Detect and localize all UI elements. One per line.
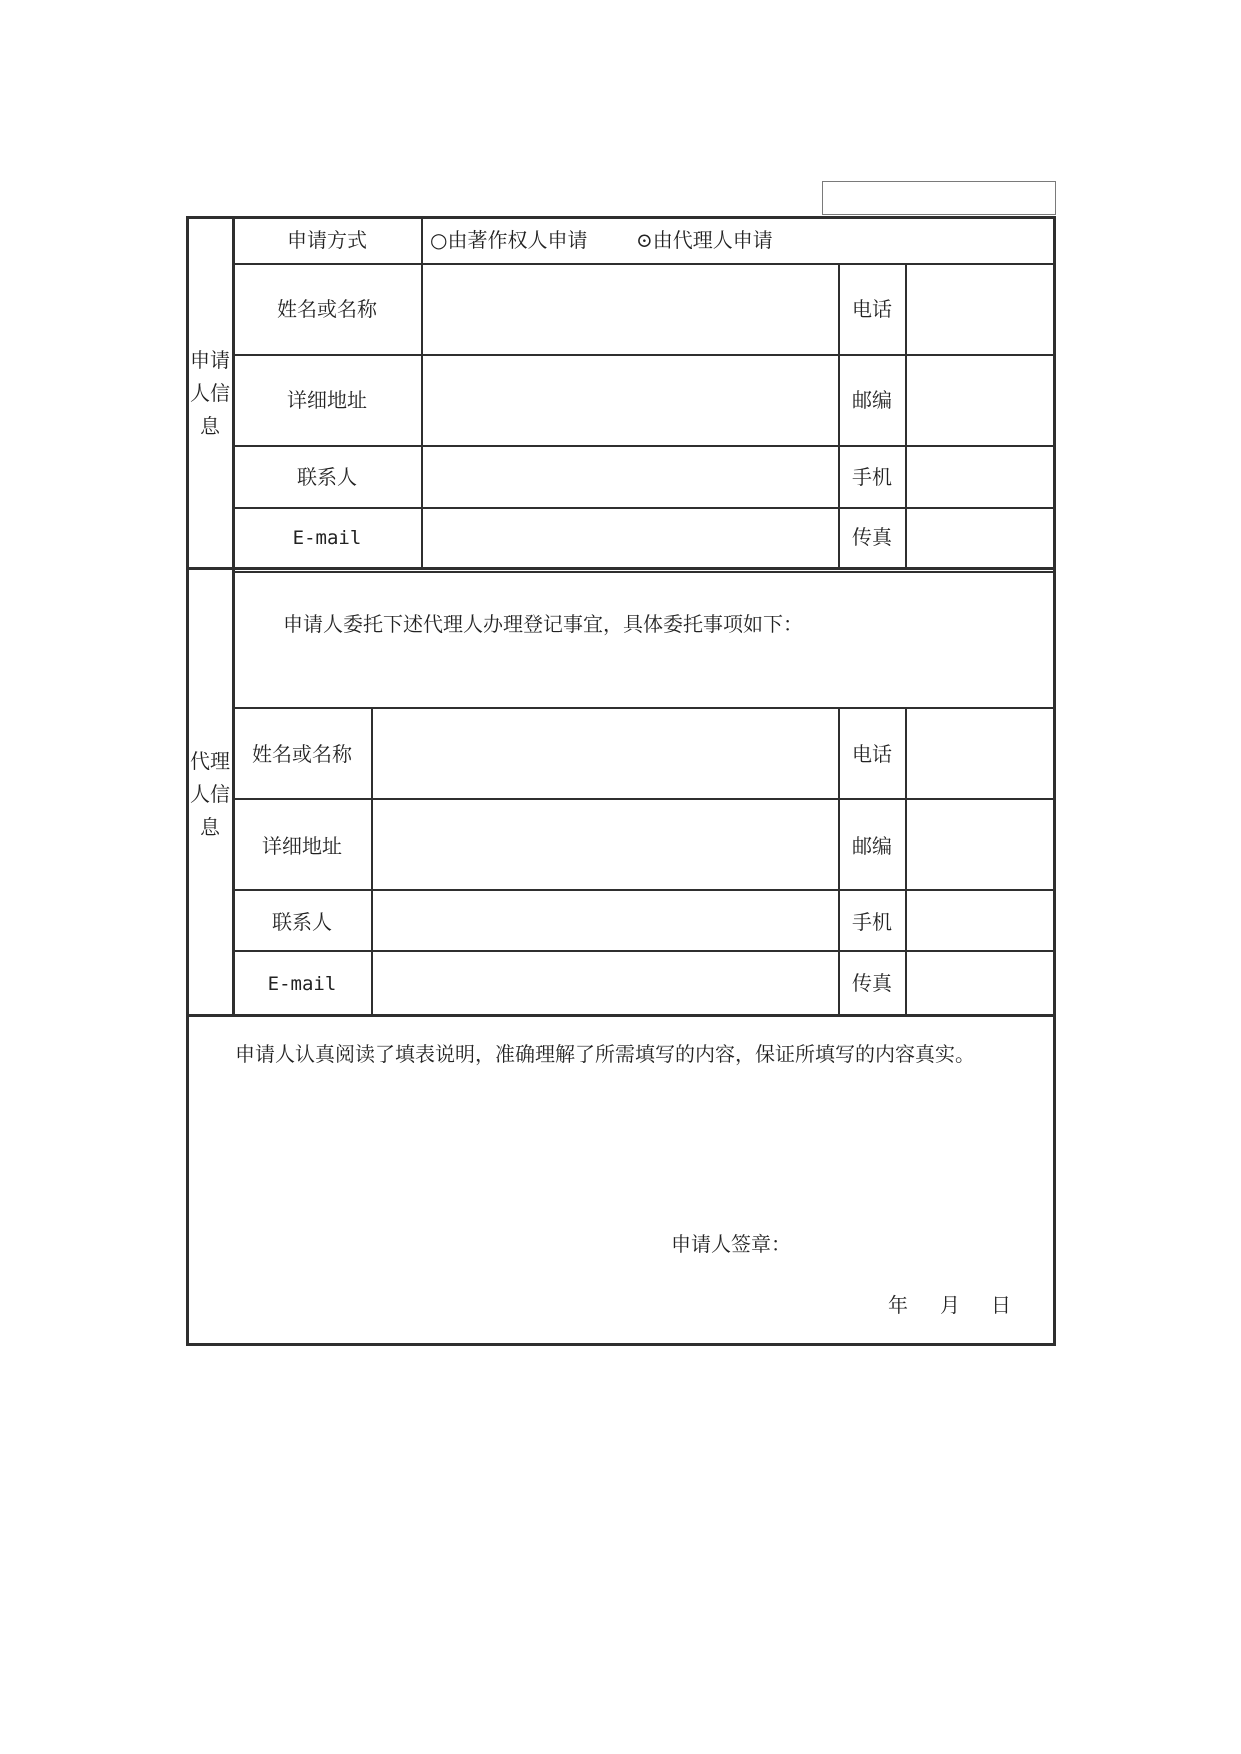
applicant-fax-label: 传真 [852,525,892,549]
section-divider-1 [186,567,1056,570]
frame-right [1053,216,1056,1346]
agent-fax-field[interactable] [908,953,1052,1013]
group-col-divider [232,216,235,1016]
applicant-postcode-field[interactable] [908,357,1052,444]
entrust-text: 申请人委托下述代理人办理登记事宜，具体委托事项如下： [283,612,803,636]
option-agent[interactable] [636,230,773,250]
agent-col-line-1 [371,707,373,1016]
option-owner-label: 由著作权人申请 [447,228,588,252]
app-col-line-3 [905,263,907,569]
agent-name-label: 姓名或名称 [252,742,352,766]
agent-postcode-label: 邮编 [852,834,892,858]
agent-fax-label: 传真 [852,971,892,995]
entrust-matters-field[interactable] [235,640,1052,706]
frame-bottom [186,1343,1056,1346]
agent-mobile-field[interactable] [908,892,1052,949]
applicant-mobile-label: 手机 [852,465,892,489]
applicant-phone-label: 电话 [852,297,892,321]
applicant-fax-field[interactable] [908,510,1052,566]
agent-group-label: 代理人信息 [190,749,230,839]
applicant-contact-label: 联系人 [297,465,357,489]
date-day: 日 [991,1293,1011,1317]
app-col-line-2 [838,263,840,569]
option-agent-label: 由代理人申请 [652,228,773,252]
applicant-email-label: E-mail [292,527,362,549]
agent-row-line-2 [232,798,1056,800]
agent-postcode-field[interactable] [908,801,1052,888]
agent-col-line-2 [838,707,840,1016]
agent-row-line-3 [232,889,1056,891]
app-row-line-3 [232,445,1056,447]
radio-unchecked-icon[interactable]: ○ [430,228,448,252]
date-month: 月 [940,1293,960,1317]
applicant-group-label: 申请人信息 [190,348,230,438]
app-row-line-4 [232,507,1056,509]
applicant-name-label: 姓名或名称 [277,297,377,321]
agent-name-field[interactable] [374,710,837,797]
agent-col-line-3 [905,707,907,1016]
agent-address-label: 详细地址 [262,834,342,858]
application-method-label: 申请方式 [287,228,367,252]
signature-label: 申请人签章： [671,1232,791,1256]
agent-row-line-1 [232,707,1056,709]
signature-area[interactable] [790,1222,1040,1266]
agent-mobile-label: 手机 [852,910,892,934]
applicant-email-field[interactable] [424,510,837,566]
section-divider-1b [232,571,1056,573]
applicant-mobile-field[interactable] [908,448,1052,506]
applicant-address-label: 详细地址 [287,388,367,412]
declaration-text: 申请人认真阅读了填表说明，准确理解了所需填写的内容，保证所填写的内容真实。 [235,1042,975,1066]
option-owner[interactable] [430,230,587,250]
applicant-phone-field[interactable] [908,266,1052,353]
agent-row-line-4 [232,950,1056,952]
applicant-name-field[interactable] [424,266,837,353]
app-row-line-1 [232,263,1056,265]
app-col-line-1 [421,216,423,569]
applicant-postcode-label: 邮编 [852,388,892,412]
agent-contact-field[interactable] [374,892,837,949]
applicant-address-field[interactable] [424,357,837,444]
agent-phone-label: 电话 [852,742,892,766]
applicant-contact-field[interactable] [424,448,837,506]
agent-address-field[interactable] [374,801,837,888]
agent-phone-field[interactable] [908,710,1052,797]
agent-email-field[interactable] [374,953,837,1013]
form-number-box[interactable] [822,181,1056,215]
agent-email-label: E-mail [267,973,337,995]
frame-top [186,216,1056,219]
radio-checked-icon[interactable]: ⊙ [636,228,653,252]
date-year: 年 [888,1293,908,1317]
agent-contact-label: 联系人 [272,910,332,934]
app-row-line-2 [232,354,1056,356]
section-divider-2 [186,1014,1056,1017]
